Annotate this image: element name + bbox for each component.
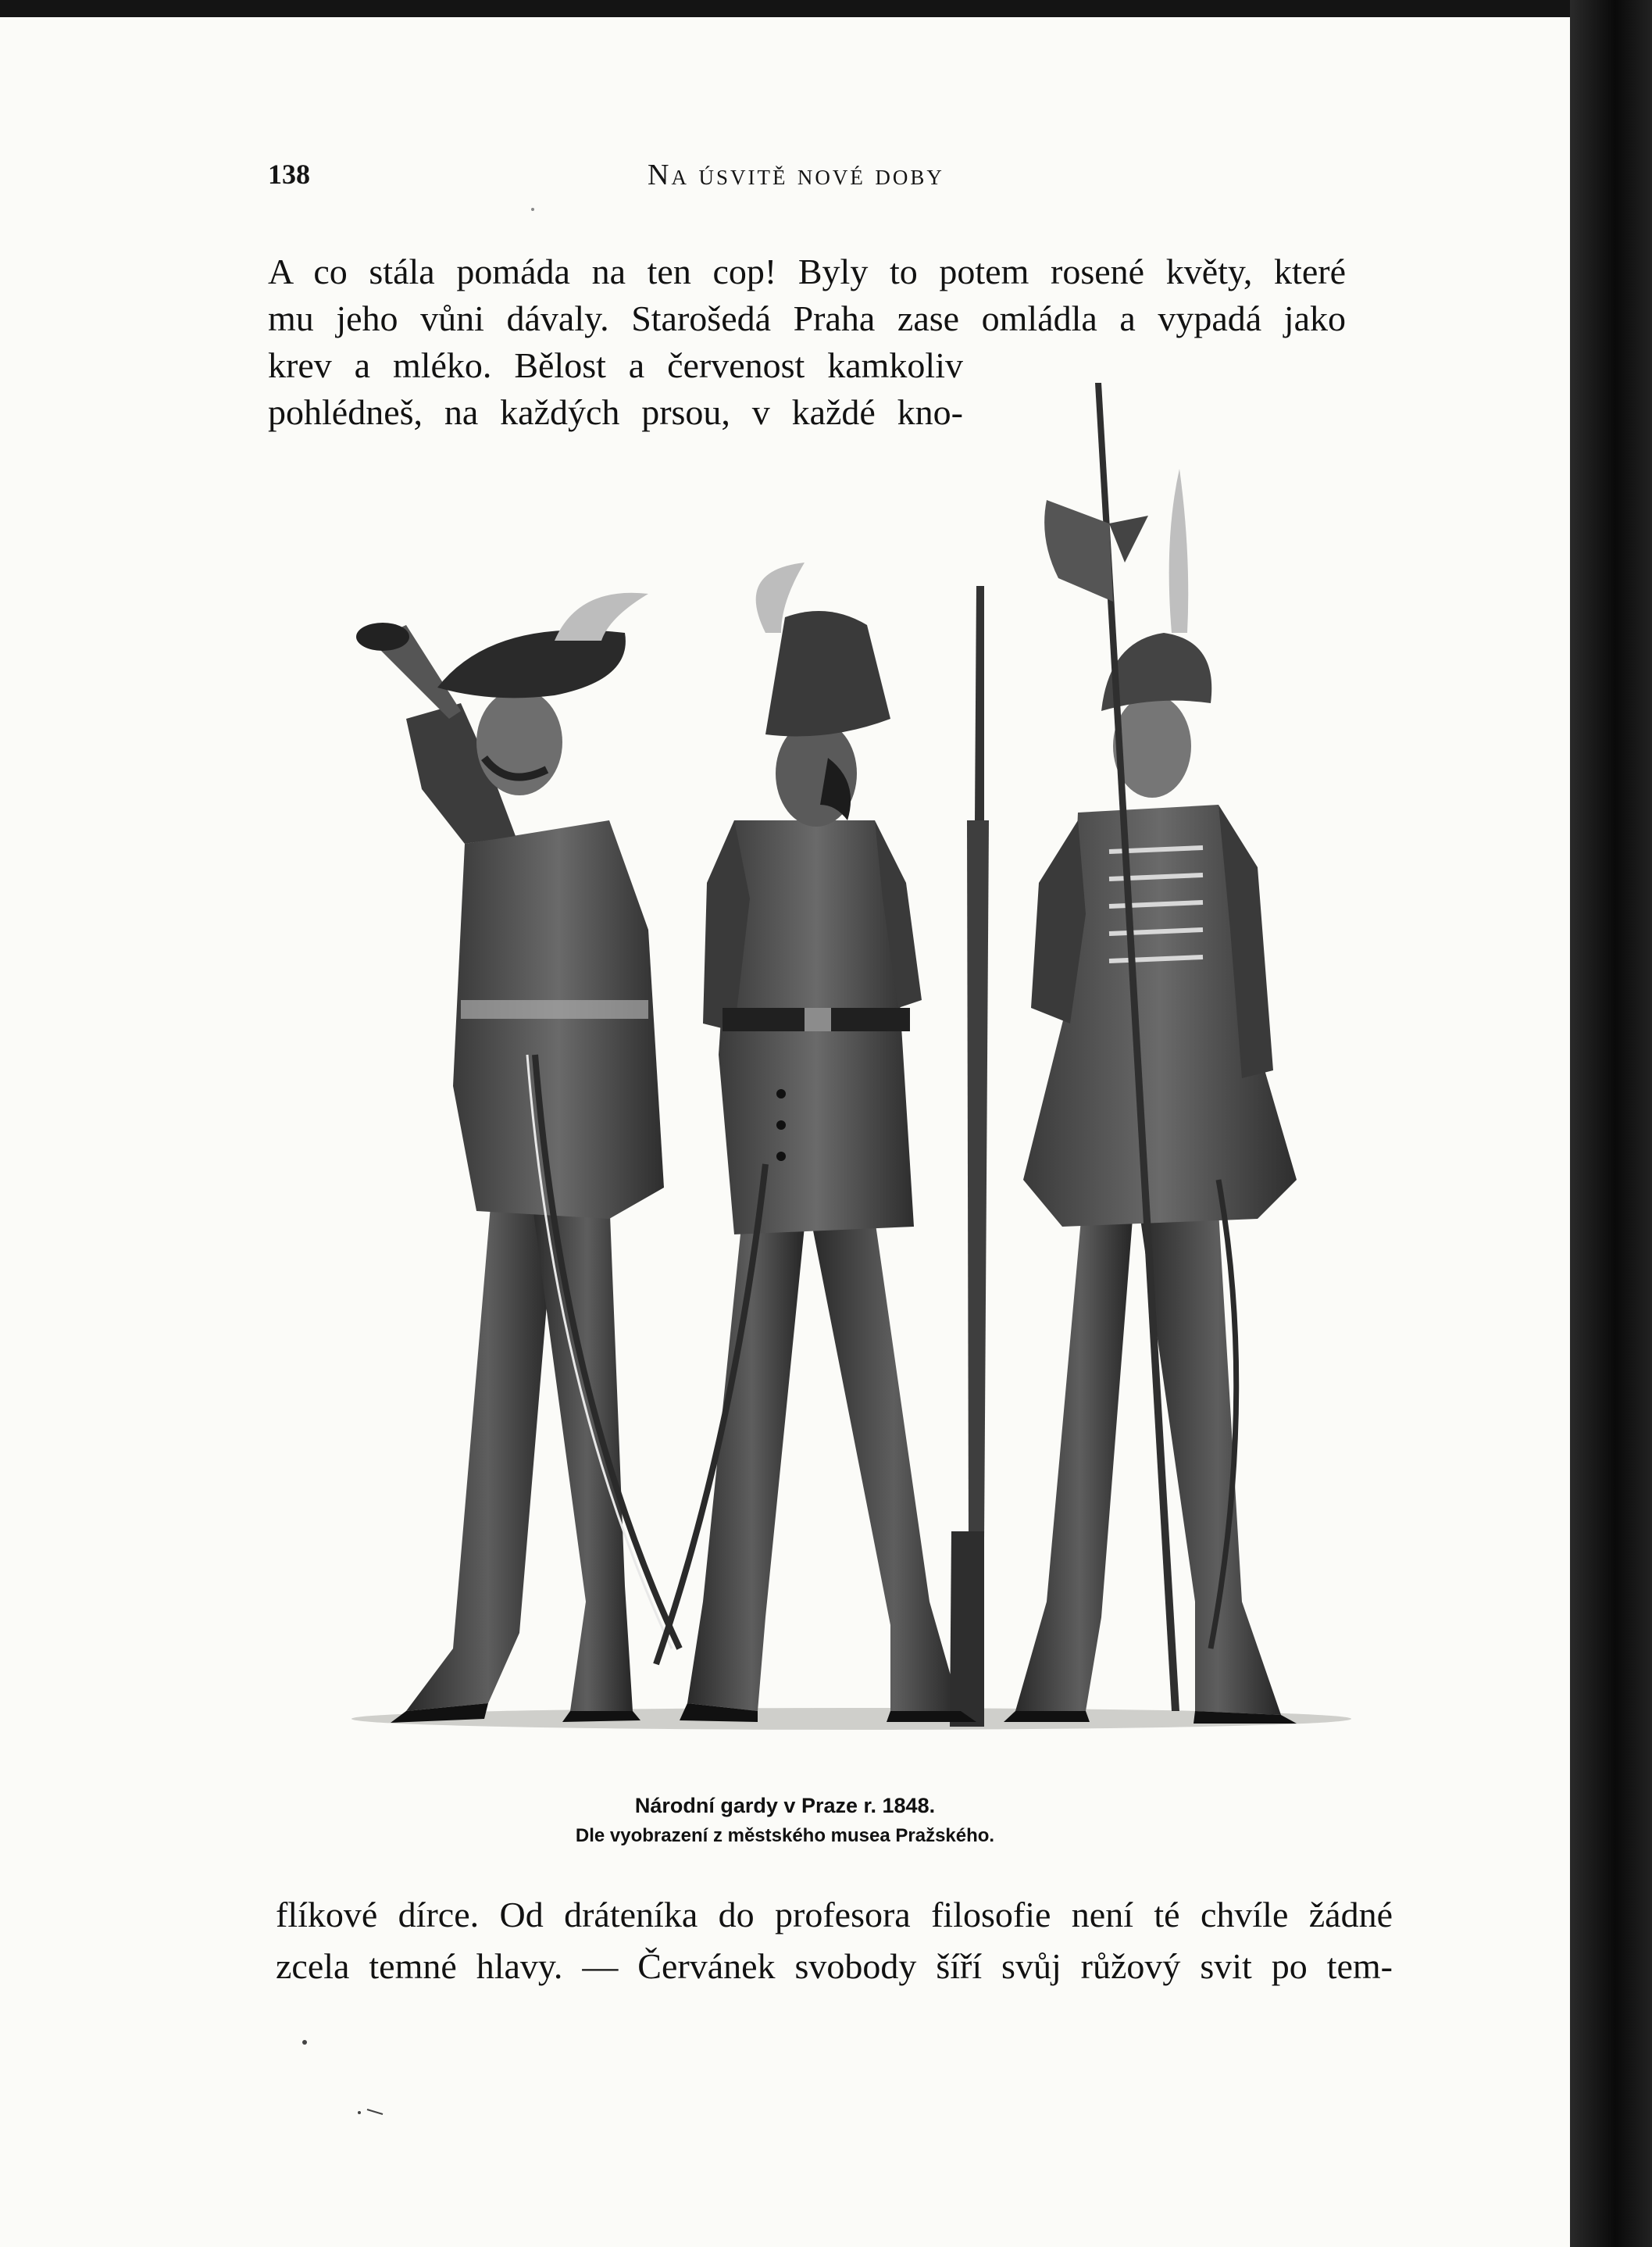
text-line: A co stála pomáda na ten cop! Byly to potem rosené květy, které	[268, 252, 1346, 291]
illustration-national-guards	[297, 383, 1422, 1734]
text-line: pohlédneš, na každých prsou, v každé kno-	[268, 392, 963, 432]
rifleman-figure	[656, 563, 989, 1727]
text-line: mu jeho vůni dávaly. Starošedá Praha zase omládla a vypadá jako	[268, 298, 1346, 338]
bugler-figure	[356, 593, 680, 1723]
bottom-paragraph	[276, 1889, 1393, 1992]
page-number: 138	[268, 159, 310, 190]
figure-caption-source: Dle vyobrazení z městského musea Pražského.	[575, 1825, 995, 1846]
text-line: krev a mléko. Bělost a červenost kamkoliv	[268, 345, 963, 385]
halberdier-figure	[1004, 383, 1297, 1724]
running-header	[268, 158, 1393, 197]
text-line: zcela temné hlavy. — Červánek svobody šíří svůj růžový svit po tem-	[276, 1946, 1393, 1986]
figure-caption-title: Národní gardy v Praze r. 1848.	[634, 1794, 936, 1817]
scan-border-spine	[1570, 0, 1652, 2247]
text-line: flíkové dírce. Od dráteníka do profesora filosofie není té chvíle žádné	[276, 1895, 1393, 1934]
scan-border-top	[0, 0, 1652, 17]
running-title: Na úsvitě nové doby	[648, 159, 944, 191]
